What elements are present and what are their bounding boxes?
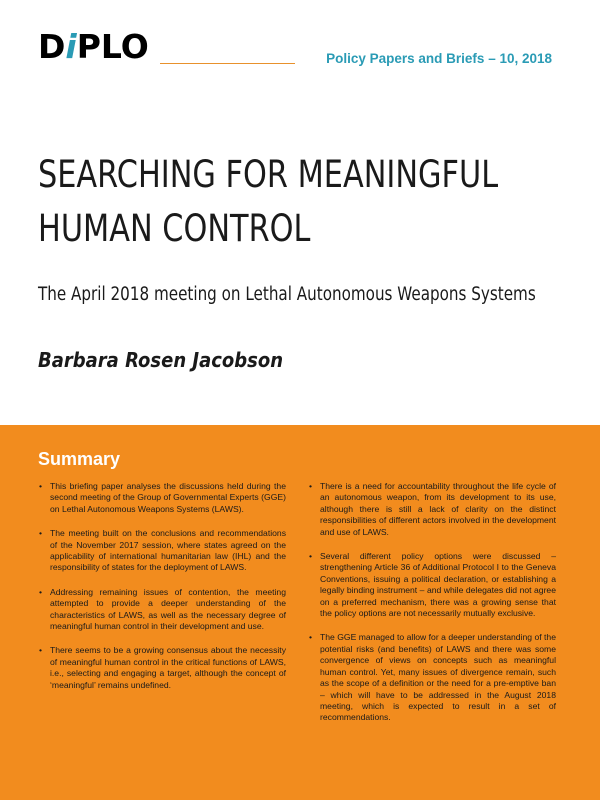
logo-suffix: PLO (76, 27, 149, 66)
page-title (38, 148, 499, 256)
title-line-2: HUMAN CONTROL (38, 207, 311, 250)
bullet-text: The GGE managed to allow for a deeper understanding of the potential risks (and benefits) of LAWS and there was some convergence of views on concepts such as meaningful human control. Yet, many issues of divergence remain, such as the scope of a definition or the need for a pre-emptive ban – which will have to be addressed in the August 2018 meeting, which is expected to result in a set of recommendations. (320, 632, 556, 723)
bullet-text: The meeting built on the conclusions and recommendations of the November 2017 session, where states agreed on the applicability of international humanitarian law (IHL) and the responsibility of states for the deployment of LAWS. (50, 528, 286, 573)
summary-bullet (38, 481, 286, 515)
bullet-text: There seems to be a growing consensus about the necessity of meaningful human control in the critical functions of LAWS, i.e., selecting and engaging a target, although the concept of ‘meaningful’ remains undefined. (50, 645, 286, 690)
bullet-icon: • (309, 481, 313, 491)
series-label: Policy Papers and Briefs – 10, 2018 (326, 51, 552, 66)
logo-prefix: D (38, 27, 66, 66)
logo-accent: i (65, 27, 77, 66)
bullet-text: Several different policy options were discussed – strengthening Article 36 of Additional Protocol I to the Geneva Conventions, issuing a political declaration, or establishing a legally binding instrument – and while delegates did not agree on a preferred mechanism, there was a growing sense that the policy options are not necessarily mutually exclusive. (320, 551, 556, 619)
summary-bullet (38, 587, 286, 633)
title-line-1: SEARCHING FOR MEANINGFUL (38, 153, 499, 196)
summary-panel (0, 425, 600, 800)
summary-bullet (38, 528, 286, 574)
header-divider (160, 63, 295, 64)
summary-bullet (38, 645, 286, 691)
summary-bullet (308, 551, 556, 619)
summary-heading: Summary (38, 449, 121, 469)
bullet-icon: • (309, 551, 313, 562)
bullet-icon: • (39, 645, 43, 656)
bullet-icon: • (39, 586, 43, 597)
summary-column-right (308, 481, 556, 737)
summary-bullet (308, 632, 556, 723)
summary-column-left (38, 481, 286, 704)
author-name: Barbara Rosen Jacobson (38, 348, 284, 372)
subtitle: The April 2018 meeting on Lethal Autonomous Weapons Systems (38, 284, 536, 305)
bullet-text: There is a need for accountability throughout the life cycle of an autonomous weapon, from its development to its use, although there is still a lack of clarity on the distinct responsibilities of different actors involved in the development and use of LAWS. (320, 481, 556, 537)
bullet-icon: • (39, 481, 43, 491)
bullet-icon: • (39, 528, 43, 539)
bullet-icon: • (309, 632, 313, 643)
bullet-text: This briefing paper analyses the discussions held during the second meeting of the Group of Governmental Experts (GGE) on Lethal Autonomous Weapons Systems (LAWS). (50, 481, 286, 514)
bullet-text: Addressing remaining issues of contention, the meeting attempted to provide a deeper understanding of the characteristics of LAWS, as well as the necessary degree of meaningful human control in their development and use. (50, 586, 286, 632)
summary-bullet (308, 481, 556, 538)
diplo-logo (38, 27, 149, 66)
